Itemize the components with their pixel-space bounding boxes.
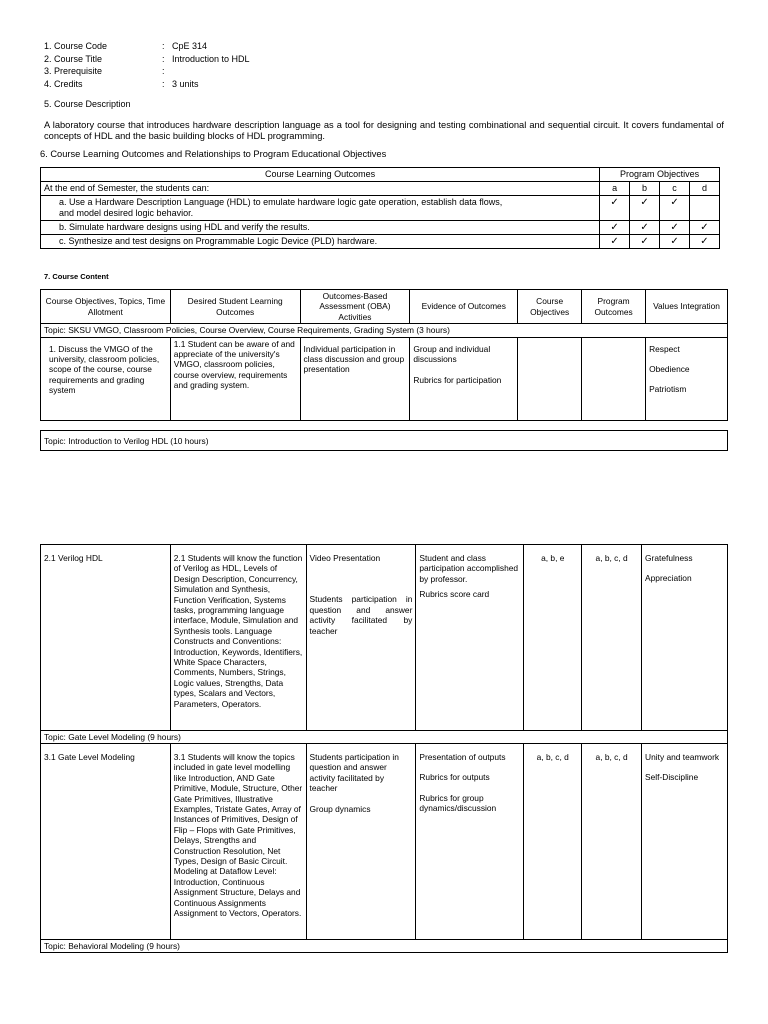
check-mark: ✓ — [600, 235, 630, 249]
program-outcomes-cell — [582, 337, 646, 420]
value-item: Unity and teamwork — [645, 752, 720, 762]
info-label: 1. Course Code — [44, 41, 108, 51]
info-colon: : — [162, 79, 165, 89]
value-item: Patriotism — [649, 384, 687, 395]
empty-cell — [689, 196, 719, 221]
info-course-code — [44, 40, 207, 52]
info-prerequisite — [44, 65, 172, 77]
evidence-item: Group and individual discussions — [413, 343, 491, 365]
check-mark: ✓ — [630, 196, 660, 221]
objective-cell: 3.1 Gate Level Modeling — [41, 744, 171, 940]
evidence-cell — [416, 545, 524, 731]
info-label: 4. Credits — [44, 79, 83, 89]
clo-col-c: c — [660, 182, 690, 196]
info-label: 2. Course Title — [44, 54, 103, 64]
check-mark: ✓ — [600, 196, 630, 221]
check-mark: ✓ — [630, 221, 660, 235]
clo-col-b: b — [630, 182, 660, 196]
clo-col-a: a — [600, 182, 630, 196]
content-heading: 7. Course Content — [44, 272, 109, 281]
outcome-cell: 3.1 Students will know the topics included in gate level modelling like Introduction, AND Gate Primitive, Module, Structure, Other Gate Primitives, Illustrative Examples, Tristate Gates, Array of Instances of Primitives, Design of Flip – Flops with Gate Primitives, Delays, Strengths and Construction Resolution, Net Types, Design of Basic Circuit. Modeling at Dataflow Level: Introduction, Continuous Assignment Structure, Delays and Continuous Assignments Assignment to Vectors, Operators. — [170, 744, 306, 940]
values-cell — [642, 744, 728, 940]
info-colon: : — [162, 66, 165, 76]
value-item: Gratefulness — [645, 553, 693, 563]
oba-cell — [306, 545, 416, 731]
header-oba: Outcomes-Based Assessment (OBA) Activities — [300, 290, 410, 324]
check-mark: ✓ — [689, 235, 719, 249]
evidence-item: Rubrics score card — [419, 589, 490, 600]
check-mark: ✓ — [660, 196, 690, 221]
evidence-item: Presentation of outputs — [419, 752, 506, 762]
header-values: Values Integration — [646, 290, 728, 324]
oba-item: Video Presentation — [309, 553, 381, 563]
description-heading: 5. Course Description — [44, 99, 131, 109]
check-mark: ✓ — [630, 235, 660, 249]
values-cell — [646, 337, 728, 420]
header-program-outcomes: Program Outcomes — [582, 290, 646, 324]
check-mark: ✓ — [660, 221, 690, 235]
value-item: Appreciation — [645, 573, 692, 584]
course-objectives-cell: a, b, c, d — [524, 744, 582, 940]
clo-header-outcomes: Course Learning Outcomes — [41, 168, 600, 182]
content-table-continued — [40, 544, 728, 953]
check-mark: ✓ — [689, 221, 719, 235]
clo-row-c: c. Synthesize and test designs on Programmable Logic Device (PLD) hardware. — [41, 235, 600, 249]
info-colon: : — [162, 54, 165, 64]
info-colon: : — [162, 41, 165, 51]
evidence-item: Rubrics for participation — [413, 375, 502, 386]
header-learning-outcomes: Desired Student Learning Outcomes — [170, 290, 300, 324]
value-item: Self-Discipline — [645, 772, 699, 783]
check-mark: ✓ — [660, 235, 690, 249]
topic-row: Topic: Behavioral Modeling (9 hours) — [41, 940, 728, 953]
header-evidence: Evidence of Outcomes — [410, 290, 518, 324]
clo-table — [40, 167, 720, 249]
evidence-item: Rubrics for group dynamics/discussion — [419, 792, 497, 814]
content-table — [40, 289, 728, 421]
clo-row-b: b. Simulate hardware designs using HDL and verify the results. — [41, 221, 600, 235]
objective-cell: 2.1 Verilog HDL — [41, 545, 171, 731]
evidence-item: Student and class participation accomplished by professor. — [419, 553, 519, 584]
course-objectives-cell: a, b, e — [524, 545, 582, 731]
header-course-objectives: Course Objectives — [518, 290, 582, 324]
oba-cell: Individual participation in class discussion and group presentation — [300, 337, 410, 420]
clo-heading: 6. Course Learning Outcomes and Relationships to Program Educational Objectives — [40, 149, 387, 159]
values-cell — [642, 545, 728, 731]
program-outcomes-cell: a, b, c, d — [582, 744, 642, 940]
oba-item: Group dynamics — [309, 803, 371, 814]
description-text: A laboratory course that introduces hardware description language as a tool for designing and testing combinational and sequential circuit. It covers fundamental of concepts of HDL and the basic building blocks of HDL programming. — [44, 120, 724, 141]
topic-row: Topic: SKSU VMGO, Classroom Policies, Course Overview, Course Requirements, Grading System (3 hours) — [41, 324, 728, 337]
oba-item: Students participation in question and answer activity facilitated by teacher — [309, 752, 399, 794]
info-value: 3 units — [172, 79, 199, 89]
outcome-cell: 1.1 Student can be aware of and appreciate of the university's VMGO, classroom policies, course overview, requirements and grading system. — [170, 337, 300, 420]
oba-cell — [306, 744, 416, 940]
evidence-cell — [410, 337, 518, 420]
clo-intro: At the end of Semester, the students can: — [41, 182, 600, 196]
value-item: Respect — [649, 343, 680, 354]
info-credits — [44, 78, 199, 90]
topic-row: Topic: Introduction to Verilog HDL (10 hours) — [41, 431, 728, 451]
course-objectives-cell — [518, 337, 582, 420]
clo-row-a: a. Use a Hardware Description Language (HDL) to emulate hardware logic gate operation, establish data flows, and model desired logic behavior. — [41, 196, 600, 221]
evidence-item: Rubrics for outputs — [419, 772, 490, 783]
topic-verilog-table — [40, 430, 728, 451]
clo-header-objectives: Program Objectives — [600, 168, 720, 182]
topic-row: Topic: Gate Level Modeling (9 hours) — [41, 731, 728, 744]
evidence-cell — [416, 744, 524, 940]
check-mark: ✓ — [600, 221, 630, 235]
clo-col-d: d — [689, 182, 719, 196]
info-course-title — [44, 53, 250, 65]
value-item: Obedience — [649, 364, 690, 375]
oba-item: Students participation in question and answer activity facilitated by teacher — [309, 594, 413, 636]
header-objectives: Course Objectives, Topics, Time Allotment — [41, 290, 171, 324]
info-value: CpE 314 — [172, 41, 208, 51]
program-outcomes-cell: a, b, c, d — [582, 545, 642, 731]
info-value: Introduction to HDL — [172, 54, 250, 64]
info-label: 3. Prerequisite — [44, 66, 103, 76]
outcome-cell: 2.1 Students will know the function of Verilog as HDL, Levels of Design Description, Concurrency, Simulation and Synthesis, Function Verification, Systems tasks, programming language interface, Module, Simulation and Synthesis tools. Language Constructs and Conventions: Introduction, Keywords, Identifiers, White Space Characters, Comments, Numbers, Strings, Logic values, Strengths, Data types, Scalars and Vectors, Parameters, Operators. — [170, 545, 306, 731]
objective-cell: 1. Discuss the VMGO of the university, classroom policies, scope of the course, course requirements and grading system — [41, 337, 171, 420]
